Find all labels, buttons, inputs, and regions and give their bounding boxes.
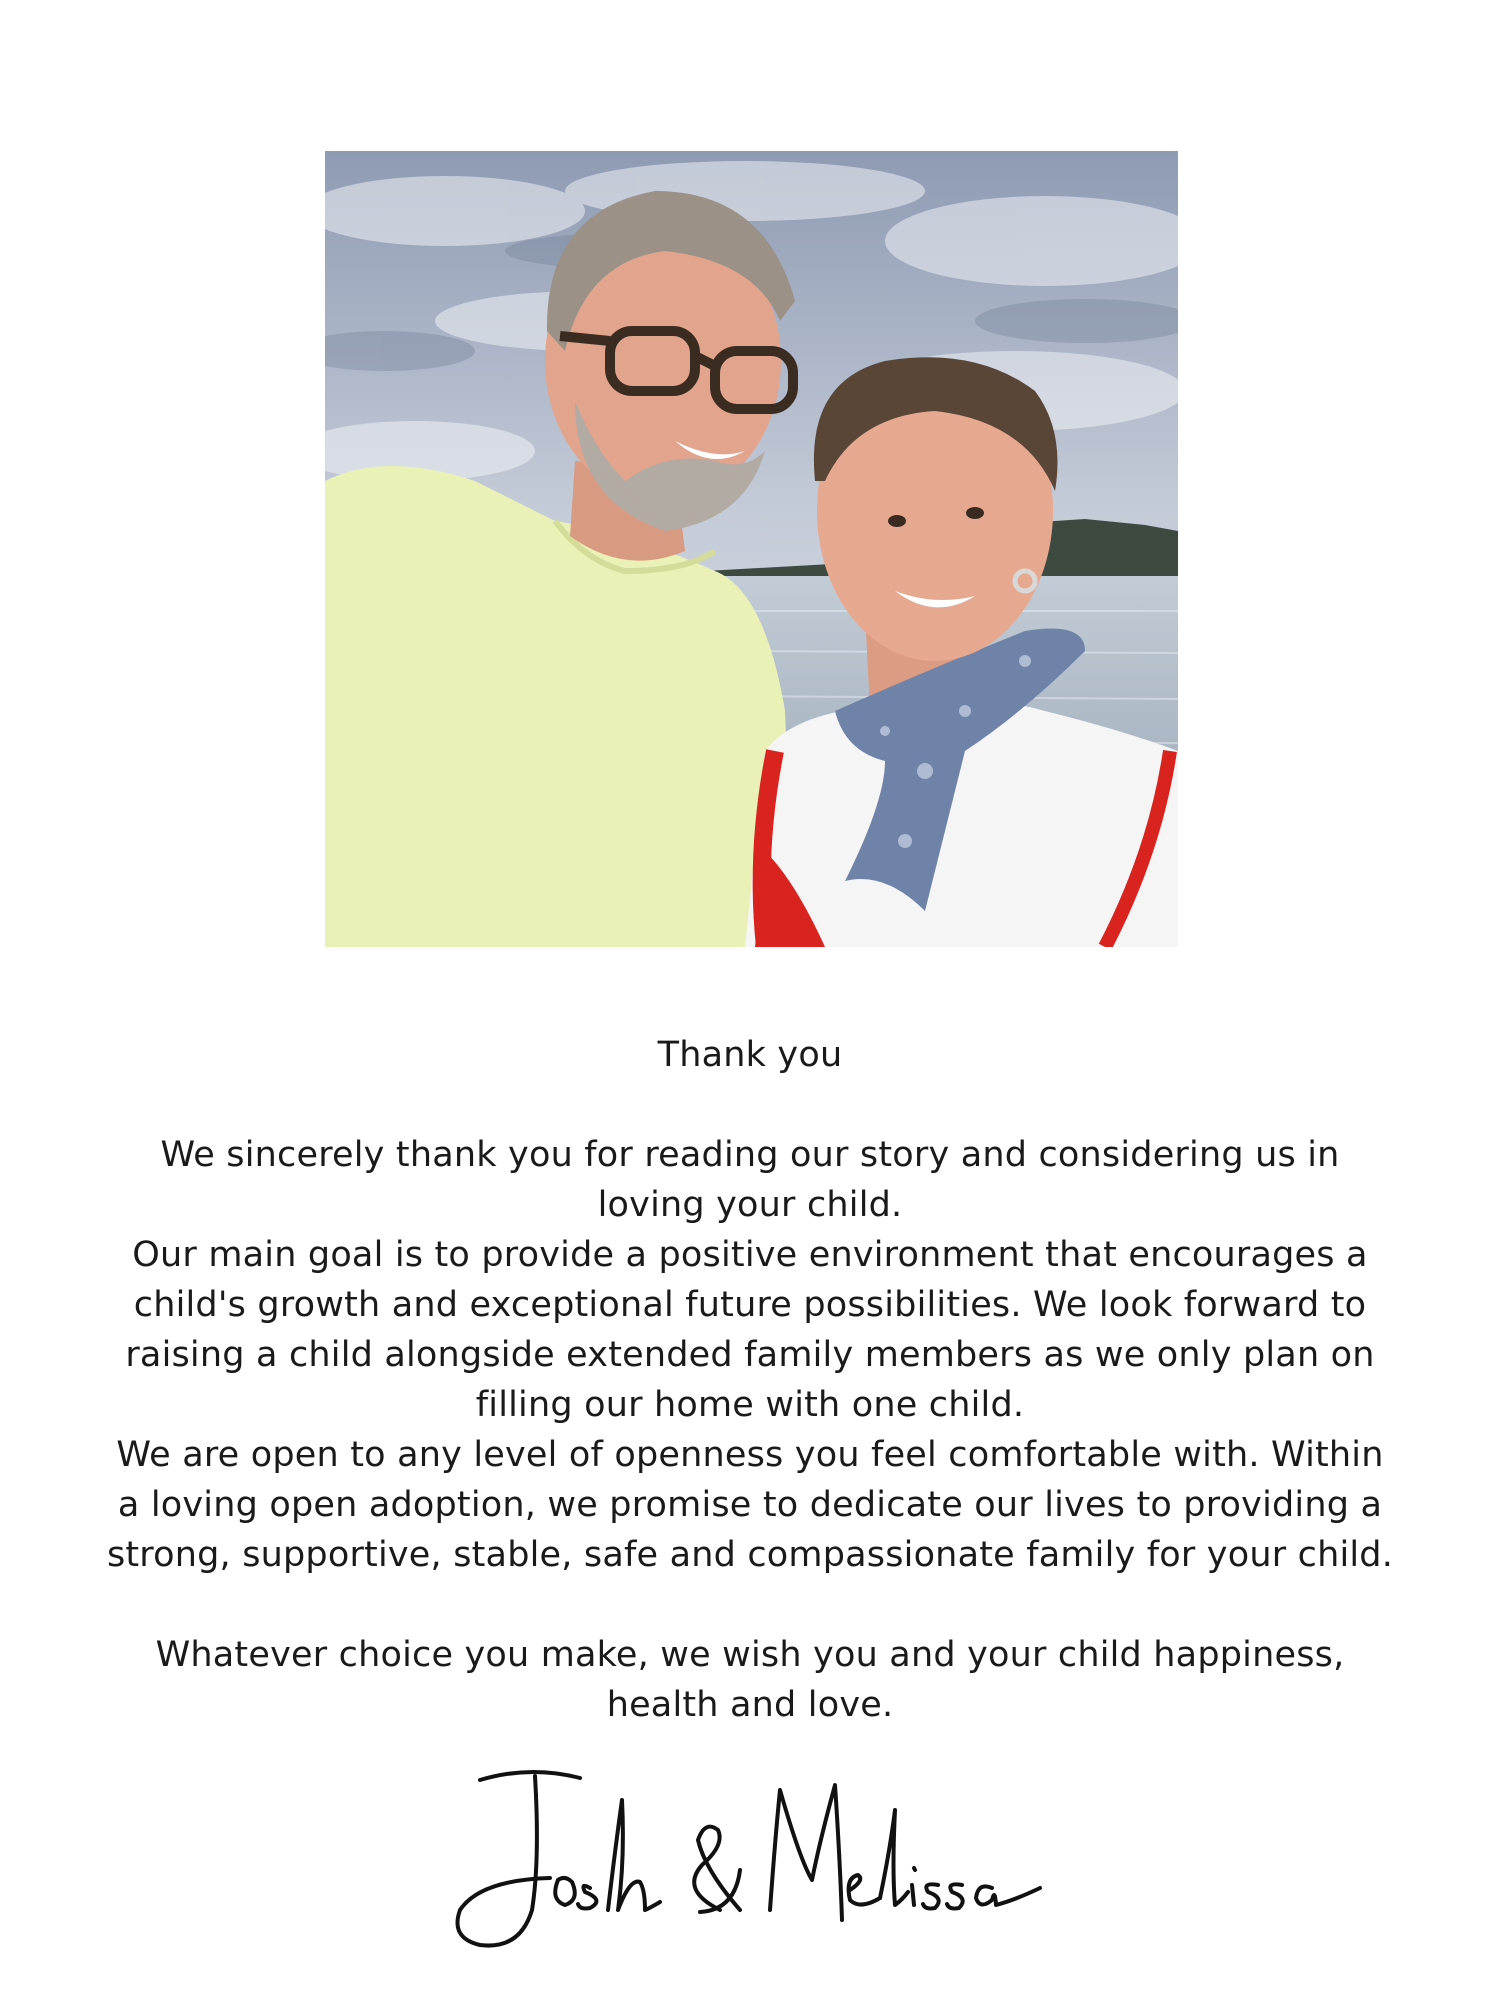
goal-line: filling our home with one child. — [475, 1385, 1025, 1425]
closing-line: health and love. — [606, 1685, 894, 1725]
signature-josh-melissa — [440, 1760, 1060, 1960]
thank-you-letter — [100, 1030, 1400, 1730]
openness-line: We are open to any level of openness you feel comfortable with. Within — [116, 1435, 1384, 1475]
openness-line: strong, supportive, stable, safe and compassionate family for your child. — [106, 1535, 1394, 1575]
couple-photo-illustration — [325, 151, 1178, 947]
signature-script — [440, 1760, 1060, 1960]
goal-line: raising a child alongside extended family members as we only plan on — [125, 1335, 1375, 1375]
goal-line: child's growth and exceptional future possibilities. We look forward to — [133, 1285, 1367, 1325]
goal-line: Our main goal is to provide a positive environment that encourages a — [132, 1235, 1368, 1275]
intro-line: loving your child. — [597, 1185, 903, 1225]
intro-line: We sincerely thank you for reading our story and considering us in — [160, 1135, 1340, 1175]
letter-heading: Thank you — [657, 1035, 843, 1075]
openness-line: a loving open adoption, we promise to dedicate our lives to providing a — [117, 1485, 1383, 1525]
couple-photo — [325, 151, 1178, 947]
closing-line: Whatever choice you make, we wish you and your child happiness, — [155, 1635, 1345, 1675]
